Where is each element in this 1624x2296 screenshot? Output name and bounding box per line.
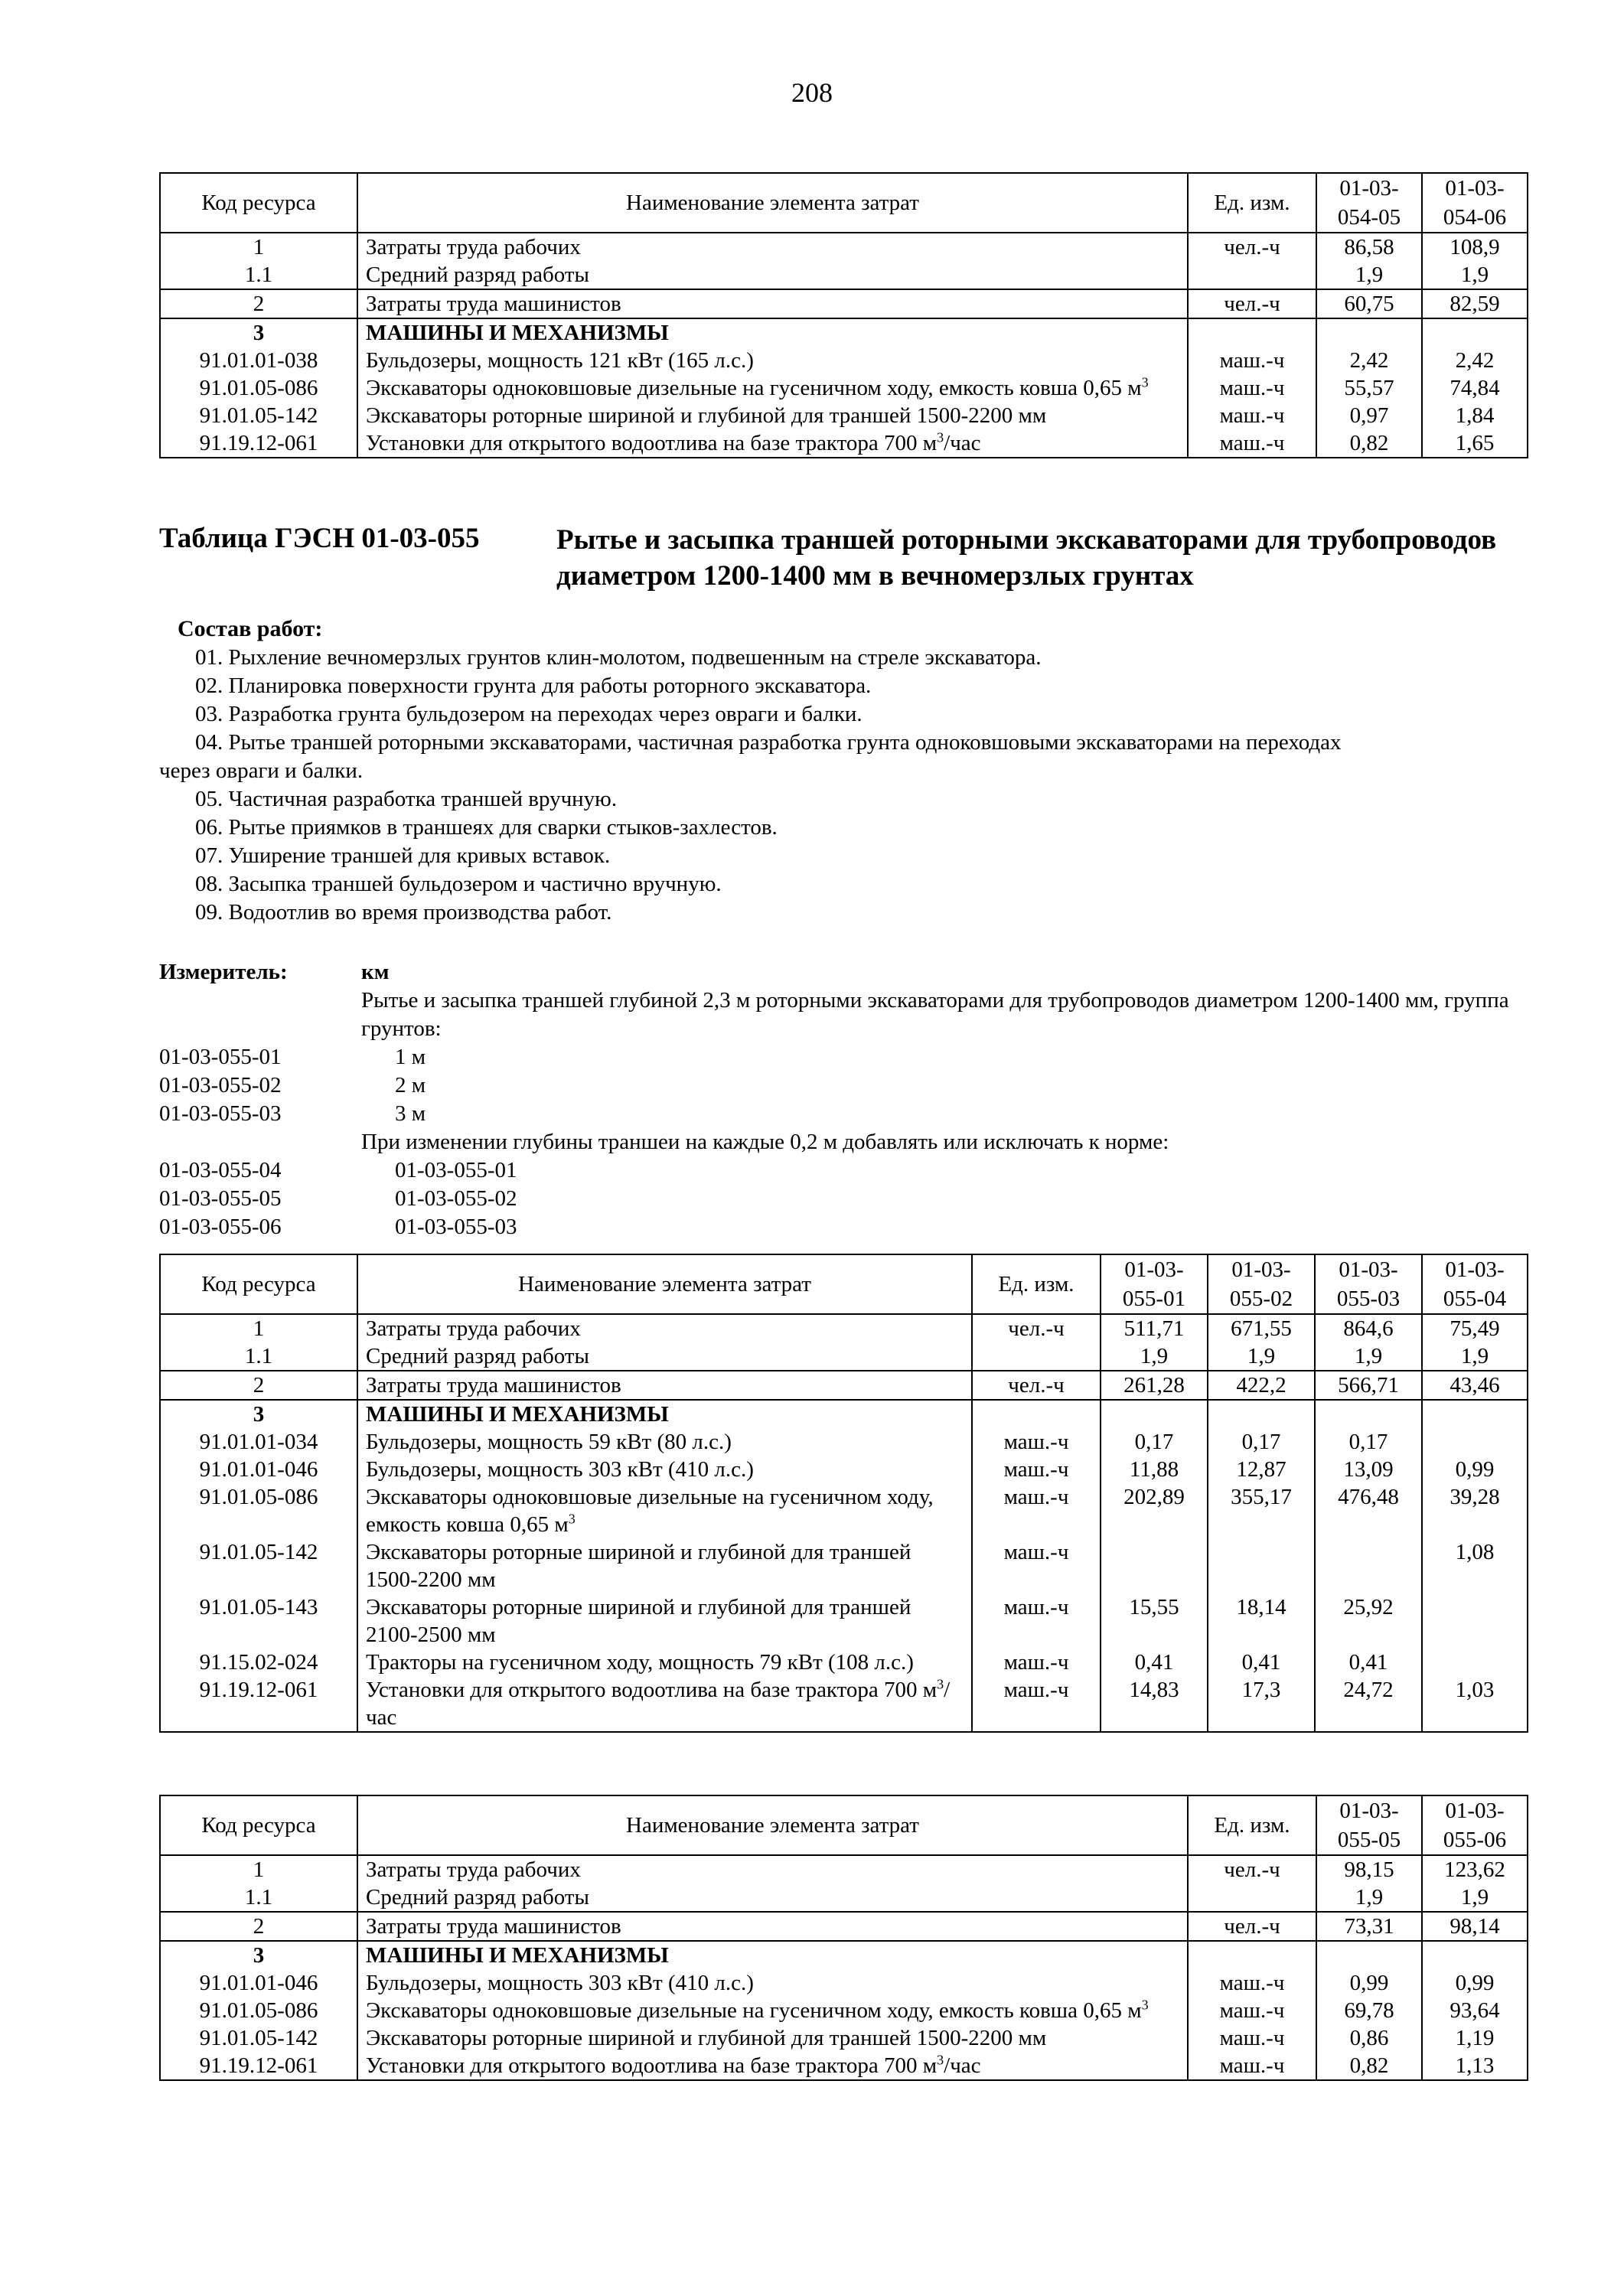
row-code: 91.01.01-034 xyxy=(160,1428,357,1456)
row-name: МАШИНЫ И МЕХАНИЗМЫ xyxy=(357,1400,972,1428)
row-value: 93,64 xyxy=(1422,1997,1528,2024)
header-norm: 01-03-055-03 xyxy=(1315,1254,1422,1314)
item-code: 01-03-055-04 xyxy=(159,1158,282,1182)
list-item: через овраги и балки. xyxy=(159,758,364,783)
row-value: 0,17 xyxy=(1208,1428,1315,1456)
row-unit: маш.-ч xyxy=(1188,1969,1316,1997)
row-value: 0,99 xyxy=(1422,1969,1528,1997)
row-value: 1,9 xyxy=(1316,261,1422,289)
table-row xyxy=(160,1676,1528,1732)
row-value: 1,19 xyxy=(1422,2024,1528,2052)
list-item: 06. Рытье приямков в траншеях для сварки стыков-захлестов. xyxy=(195,815,778,840)
item-code: 01-03-055-01 xyxy=(159,1045,282,1069)
row-code: 91.01.01-046 xyxy=(160,1456,357,1483)
row-code: 1.1 xyxy=(160,261,357,289)
row-value: 0,82 xyxy=(1316,429,1422,458)
row-name: МАШИНЫ И МЕХАНИЗМЫ xyxy=(357,1941,1188,1969)
row-value xyxy=(1422,1400,1528,1428)
row-value: 0,82 xyxy=(1316,2052,1422,2080)
row-value: 1,08 xyxy=(1422,1538,1528,1593)
row-name-tail: /час xyxy=(944,2053,981,2078)
table-row xyxy=(160,2024,1528,2052)
row-value: 69,78 xyxy=(1316,1997,1422,2024)
row-name-tail: /час xyxy=(944,431,981,455)
table-row xyxy=(160,233,1528,261)
row-code: 2 xyxy=(160,1912,357,1941)
row-value: 11,88 xyxy=(1101,1456,1208,1483)
row-unit xyxy=(1188,318,1316,347)
row-value: 511,71 xyxy=(1101,1314,1208,1342)
row-value: 98,15 xyxy=(1316,1855,1422,1883)
row-value: 1,9 xyxy=(1422,1342,1528,1371)
row-value xyxy=(1422,318,1528,347)
row-unit: маш.-ч xyxy=(972,1676,1101,1732)
row-name: Тракторы на гусеничном ходу, мощность 79 кВт (108 л.с.) xyxy=(357,1649,972,1676)
row-value: 25,92 xyxy=(1315,1593,1422,1649)
table-row xyxy=(160,1997,1528,2024)
row-name-text: Установки для открытого водоотлива на базе трактора 700 м xyxy=(366,1678,938,1702)
row-value: 18,14 xyxy=(1208,1593,1315,1649)
measure-item xyxy=(159,1213,1552,1241)
row-value: 355,17 xyxy=(1208,1483,1315,1538)
row-code: 3 xyxy=(160,318,357,347)
row-name: Экскаваторы роторные шириной и глубиной для траншей 1500-2200 мм xyxy=(357,402,1188,429)
row-unit: чел.-ч xyxy=(1188,233,1316,261)
row-value: 0,17 xyxy=(1315,1428,1422,1456)
row-value xyxy=(1101,1538,1208,1593)
table-header xyxy=(160,1254,1528,1314)
row-value: 1,9 xyxy=(1101,1342,1208,1371)
resource-table-top xyxy=(159,172,1528,458)
row-unit: маш.-ч xyxy=(1188,2024,1316,2052)
table-row xyxy=(160,289,1528,318)
row-unit: чел.-ч xyxy=(972,1371,1101,1400)
row-name: Экскаваторы роторные шириной и глубиной для траншей 1500-2200 мм xyxy=(357,1538,972,1593)
row-unit: маш.-ч xyxy=(1188,429,1316,458)
works-list xyxy=(159,644,1537,927)
row-name: Бульдозеры, мощность 121 кВт (165 л.с.) xyxy=(357,347,1188,374)
row-unit: маш.-ч xyxy=(972,1538,1101,1593)
list-item: 05. Частичная разработка траншей вручную. xyxy=(195,787,618,811)
table-row xyxy=(160,1342,1528,1371)
list-item: 07. Уширение траншей для кривых вставок. xyxy=(195,843,611,868)
row-unit xyxy=(1188,1883,1316,1912)
measure-item xyxy=(159,1071,1552,1100)
header-norm: 01-03-054-06 xyxy=(1422,173,1528,233)
row-value: 43,46 xyxy=(1422,1371,1528,1400)
row-unit: маш.-ч xyxy=(1188,1997,1316,2024)
row-code: 1 xyxy=(160,1314,357,1342)
row-value xyxy=(1422,1941,1528,1969)
table-row xyxy=(160,1538,1528,1593)
table-row xyxy=(160,1969,1528,1997)
list-item: 01. Рыхление вечномерзлых грунтов клин-молотом, подвешенным на стреле экскаватора. xyxy=(195,645,1042,670)
table-row xyxy=(160,1456,1528,1483)
row-name: Затраты труда машинистов xyxy=(357,1371,972,1400)
row-name: Бульдозеры, мощность 59 кВт (80 л.с.) xyxy=(357,1428,972,1456)
table-row xyxy=(160,2052,1528,2080)
row-value: 2,42 xyxy=(1316,347,1422,374)
row-code: 91.01.05-086 xyxy=(160,1483,357,1538)
table-row xyxy=(160,1649,1528,1676)
row-code: 2 xyxy=(160,1371,357,1400)
header-norm: 01-03-055-06 xyxy=(1422,1795,1528,1855)
table-header xyxy=(160,173,1528,233)
row-name: Установки для открытого водоотлива на базе трактора 700 $м^3$/час xyxy=(357,1676,972,1732)
row-code: 1 xyxy=(160,233,357,261)
row-value xyxy=(1316,318,1422,347)
row-code: 91.19.12-061 xyxy=(160,1676,357,1732)
measure-label: Измеритель: xyxy=(159,960,288,984)
header-norm: 01-03-055-04 xyxy=(1422,1254,1528,1314)
row-value: 0,41 xyxy=(1315,1649,1422,1676)
row-code: 3 xyxy=(160,1400,357,1428)
row-value: 1,65 xyxy=(1422,429,1528,458)
change-note: При изменении глубины траншеи на каждые 0,2 м добавлять или исключать к норме: xyxy=(361,1130,1169,1154)
row-value: 1,9 xyxy=(1422,1883,1528,1912)
list-item: 03. Разработка грунта бульдозером на переходах через овраги и балки. xyxy=(195,702,863,726)
row-value: 864,6 xyxy=(1315,1314,1422,1342)
row-unit: чел.-ч xyxy=(1188,289,1316,318)
measure-item xyxy=(159,1185,1552,1213)
header-name: Наименование элемента затрат xyxy=(357,173,1188,233)
row-code: 91.01.05-086 xyxy=(160,1997,357,2024)
row-code: 91.01.05-142 xyxy=(160,2024,357,2052)
page-number: 208 xyxy=(791,77,833,108)
row-value: 13,09 xyxy=(1315,1456,1422,1483)
row-unit: чел.-ч xyxy=(1188,1855,1316,1883)
item-label: 3 м xyxy=(395,1101,426,1126)
row-value: 1,9 xyxy=(1315,1342,1422,1371)
table-row xyxy=(160,1483,1528,1538)
header-name: Наименование элемента затрат xyxy=(357,1795,1188,1855)
row-name-text: Установки для открытого водоотлива на базе трактора 700 м xyxy=(366,431,938,455)
row-name: Экскаваторы роторные шириной и глубиной для траншей 1500-2200 мм xyxy=(357,2024,1188,2052)
row-value: 17,3 xyxy=(1208,1676,1315,1732)
row-name: Затраты труда рабочих xyxy=(357,1314,972,1342)
table-row xyxy=(160,347,1528,374)
table-row xyxy=(160,1855,1528,1883)
row-value: 2,42 xyxy=(1422,347,1528,374)
header-code: Код ресурса xyxy=(160,173,357,233)
table-row xyxy=(160,1314,1528,1342)
table-row xyxy=(160,1400,1528,1428)
table-row xyxy=(160,402,1528,429)
row-name: Затраты труда рабочих xyxy=(357,1855,1188,1883)
row-name: Экскаваторы роторные шириной и глубиной для траншей 2100-2500 мм xyxy=(357,1593,972,1649)
measure-item xyxy=(159,1156,1552,1185)
row-unit: чел.-ч xyxy=(1188,1912,1316,1941)
row-value: 55,57 xyxy=(1316,374,1422,402)
row-name: Установки для открытого водоотлива на базе трактора 700 $м^3$/час xyxy=(357,2052,1188,2080)
row-unit xyxy=(1188,1941,1316,1969)
row-value: 108,9 xyxy=(1422,233,1528,261)
section-description: Рытье и засыпка траншей роторными экскаваторами для трубопроводов диаметром 1200-1400 мм в вечномерзлых грунтах xyxy=(556,524,1497,592)
measure-block xyxy=(159,958,1552,1241)
measure-description: Рытье и засыпка траншей глубиной 2,3 м роторными экскаваторами для трубопроводов диаметром 1200-1400 мм, группа грунтов: xyxy=(361,988,1509,1041)
table-row xyxy=(160,374,1528,402)
row-value: 0,17 xyxy=(1101,1428,1208,1456)
table-row xyxy=(160,1912,1528,1941)
row-unit: маш.-ч xyxy=(972,1483,1101,1538)
row-unit xyxy=(972,1400,1101,1428)
table-header xyxy=(160,1795,1528,1855)
item-label: 1 м xyxy=(395,1045,426,1069)
list-item: 02. Планировка поверхности грунта для работы роторного экскаватора. xyxy=(195,673,872,698)
row-value: 566,71 xyxy=(1315,1371,1422,1400)
row-code: 91.19.12-061 xyxy=(160,2052,357,2080)
row-name-text: Экскаваторы одноковшовые дизельные на гусеничном ходу, емкость ковша 0,65 м xyxy=(366,376,1142,400)
header-code: Код ресурса xyxy=(160,1795,357,1855)
row-value xyxy=(1208,1538,1315,1593)
resource-table-bottom xyxy=(159,1795,1528,2081)
row-name: Бульдозеры, мощность 303 кВт (410 л.с.) xyxy=(357,1456,972,1483)
row-value: 12,87 xyxy=(1208,1456,1315,1483)
row-value: 1,9 xyxy=(1208,1342,1315,1371)
row-unit: маш.-ч xyxy=(1188,347,1316,374)
row-value xyxy=(1315,1538,1422,1593)
item-code: 01-03-055-05 xyxy=(159,1186,282,1211)
list-item: 08. Засыпка траншей бульдозером и частично вручную. xyxy=(195,872,722,896)
item-label: 01-03-055-02 xyxy=(395,1186,517,1211)
item-label: 01-03-055-03 xyxy=(395,1215,517,1239)
row-value: 422,2 xyxy=(1208,1371,1315,1400)
table-row xyxy=(160,1883,1528,1912)
section-title: Таблица ГЭСН 01-03-055 xyxy=(159,523,480,554)
row-value: 0,99 xyxy=(1316,1969,1422,1997)
header-norm: 01-03-054-05 xyxy=(1316,173,1422,233)
row-name: Установки для открытого водоотлива на базе трактора 700 $м^3$/час xyxy=(357,429,1188,458)
row-value: 0,97 xyxy=(1316,402,1422,429)
resource-table-mid xyxy=(159,1254,1528,1733)
row-value: 202,89 xyxy=(1101,1483,1208,1538)
row-value: 60,75 xyxy=(1316,289,1422,318)
row-name: Экскаваторы одноковшовые дизельные на гусеничном ходу, емкость ковша 0,65 $м^3$ xyxy=(357,374,1188,402)
row-unit: чел.-ч xyxy=(972,1314,1101,1342)
header-name: Наименование элемента затрат xyxy=(357,1254,972,1314)
measure-item xyxy=(159,1100,1552,1128)
table-row xyxy=(160,261,1528,289)
row-unit: маш.-ч xyxy=(972,1649,1101,1676)
row-unit xyxy=(972,1342,1101,1371)
row-value xyxy=(1422,1593,1528,1649)
table-row xyxy=(160,1593,1528,1649)
row-value: 1,03 xyxy=(1422,1676,1528,1732)
item-label: 2 м xyxy=(395,1073,426,1097)
row-value xyxy=(1422,1428,1528,1456)
row-code: 2 xyxy=(160,289,357,318)
row-code: 91.01.05-086 xyxy=(160,374,357,402)
row-name: Затраты труда рабочих xyxy=(357,233,1188,261)
header-norm: 01-03-055-05 xyxy=(1316,1795,1422,1855)
row-code: 91.01.01-046 xyxy=(160,1969,357,1997)
row-value: 0,99 xyxy=(1422,1456,1528,1483)
row-value: 671,55 xyxy=(1208,1314,1315,1342)
row-code: 3 xyxy=(160,1941,357,1969)
row-unit: маш.-ч xyxy=(972,1593,1101,1649)
item-code: 01-03-055-02 xyxy=(159,1073,282,1097)
item-label: 01-03-055-01 xyxy=(395,1158,517,1182)
row-name: Экскаваторы одноковшовые дизельные на гусеничном ходу, емкость ковша 0,65 $м^3$ xyxy=(357,1997,1188,2024)
row-value: 123,62 xyxy=(1422,1855,1528,1883)
row-unit: маш.-ч xyxy=(972,1428,1101,1456)
measure-unit: км xyxy=(361,960,390,984)
row-unit: маш.-ч xyxy=(1188,374,1316,402)
row-value: 1,13 xyxy=(1422,2052,1528,2080)
row-value: 1,84 xyxy=(1422,402,1528,429)
row-code: 91.15.02-024 xyxy=(160,1649,357,1676)
header-unit: Ед. изм. xyxy=(1188,173,1316,233)
table-row xyxy=(160,318,1528,347)
row-code: 91.01.05-142 xyxy=(160,1538,357,1593)
row-value: 24,72 xyxy=(1315,1676,1422,1732)
header-unit: Ед. изм. xyxy=(1188,1795,1316,1855)
row-value: 75,49 xyxy=(1422,1314,1528,1342)
row-value: 73,31 xyxy=(1316,1912,1422,1941)
row-unit: маш.-ч xyxy=(1188,402,1316,429)
row-name-tail: /час xyxy=(366,1678,951,1730)
table-row xyxy=(160,1941,1528,1969)
header-code: Код ресурса xyxy=(160,1254,357,1314)
row-name: Средний разряд работы xyxy=(357,1342,972,1371)
table-row xyxy=(160,429,1528,458)
row-value xyxy=(1316,1941,1422,1969)
row-value: 476,48 xyxy=(1315,1483,1422,1538)
row-value: 74,84 xyxy=(1422,374,1528,402)
row-name: Средний разряд работы xyxy=(357,261,1188,289)
row-name-text: Экскаваторы одноковшовые дизельные на гусеничном ходу, емкость ковша 0,65 м xyxy=(366,1485,934,1537)
row-unit: маш.-ч xyxy=(1188,2052,1316,2080)
row-code: 91.19.12-061 xyxy=(160,429,357,458)
row-code: 91.01.05-142 xyxy=(160,402,357,429)
row-name: Средний разряд работы xyxy=(357,1883,1188,1912)
row-value: 261,28 xyxy=(1101,1371,1208,1400)
row-value: 1,9 xyxy=(1316,1883,1422,1912)
row-value: 0,41 xyxy=(1101,1649,1208,1676)
row-value xyxy=(1101,1400,1208,1428)
row-name: Затраты труда машинистов xyxy=(357,1912,1188,1941)
header-norm: 01-03-055-02 xyxy=(1208,1254,1315,1314)
row-code: 91.01.05-143 xyxy=(160,1593,357,1649)
row-code: 91.01.01-038 xyxy=(160,347,357,374)
row-value xyxy=(1422,1649,1528,1676)
row-name-text: Экскаваторы одноковшовые дизельные на гусеничном ходу, емкость ковша 0,65 м xyxy=(366,1998,1142,2023)
works-heading: Состав работ: xyxy=(178,616,323,641)
row-value: 0,86 xyxy=(1316,2024,1422,2052)
row-name: Бульдозеры, мощность 303 кВт (410 л.с.) xyxy=(357,1969,1188,1997)
row-name: Экскаваторы одноковшовые дизельные на гусеничном ходу, емкость ковша 0,65 $м^3$ xyxy=(357,1483,972,1538)
measure-item xyxy=(159,1043,1552,1071)
row-unit xyxy=(1188,261,1316,289)
row-value: 39,28 xyxy=(1422,1483,1528,1538)
row-value: 14,83 xyxy=(1101,1676,1208,1732)
row-value xyxy=(1315,1400,1422,1428)
item-code: 01-03-055-03 xyxy=(159,1101,282,1126)
header-unit: Ед. изм. xyxy=(972,1254,1101,1314)
header-norm: 01-03-055-01 xyxy=(1101,1254,1208,1314)
row-value: 86,58 xyxy=(1316,233,1422,261)
list-item: 09. Водоотлив во время производства работ. xyxy=(195,900,612,925)
table-row xyxy=(160,1428,1528,1456)
table-row xyxy=(160,1371,1528,1400)
list-item: 04. Рытье траншей роторными экскаваторами, частичная разработка грунта одноковшовыми экскаваторами на переходах xyxy=(195,730,1342,755)
row-name-text: Установки для открытого водоотлива на базе трактора 700 м xyxy=(366,2053,938,2078)
row-value: 98,14 xyxy=(1422,1912,1528,1941)
row-value: 1,9 xyxy=(1422,261,1528,289)
row-name: МАШИНЫ И МЕХАНИЗМЫ xyxy=(357,318,1188,347)
row-value xyxy=(1208,1400,1315,1428)
item-code: 01-03-055-06 xyxy=(159,1215,282,1239)
row-unit: маш.-ч xyxy=(972,1456,1101,1483)
row-code: 1.1 xyxy=(160,1342,357,1371)
row-code: 1 xyxy=(160,1855,357,1883)
row-value: 0,41 xyxy=(1208,1649,1315,1676)
row-code: 1.1 xyxy=(160,1883,357,1912)
row-value: 15,55 xyxy=(1101,1593,1208,1649)
row-value: 82,59 xyxy=(1422,289,1528,318)
row-name: Затраты труда машинистов xyxy=(357,289,1188,318)
